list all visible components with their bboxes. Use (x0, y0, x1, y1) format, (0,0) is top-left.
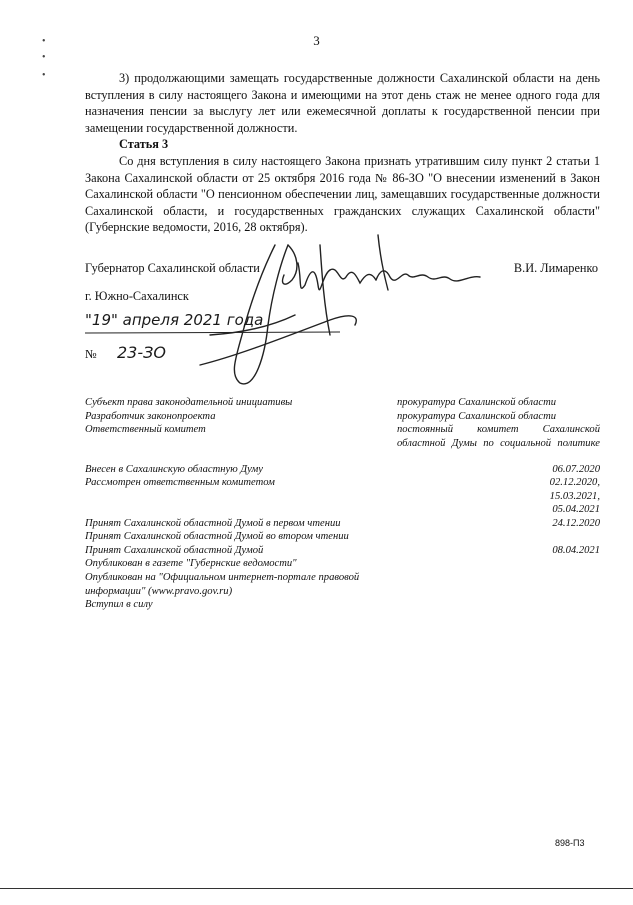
governor-name: В.И. Лимаренко (513, 261, 598, 275)
meta-value-first-reading: 24.12.2020 (552, 518, 600, 529)
governor-title: Губернатор Сахалинской области (85, 261, 260, 275)
meta-label-second-reading: Принят Сахалинской областной Думой во втором чтении (85, 531, 349, 542)
meta-value-reviewed-2: 15.03.2021, (549, 491, 600, 502)
meta-label-published-portal: Опубликован на "Официальном интернет-портале правовой информации" (www.pravo.gov.ru) (85, 572, 360, 597)
meta-label-committee: Ответственный комитет (85, 424, 206, 435)
meta-label-initiator: Субъект права законодательной инициативы (85, 397, 293, 408)
meta-label-published-gazette: Опубликован в газете "Губернские ведомости" (85, 558, 297, 569)
meta-label-adopted: Принят Сахалинской областной Думой (85, 545, 264, 556)
handwritten-date: "19" апреля 2021 года (85, 311, 264, 329)
meta-label-reviewed: Рассмотрен ответственным комитетом (85, 477, 275, 488)
meta-value-initiator: прокуратура Сахалинской области (397, 397, 557, 408)
meta-value-committee: постоянный комитет Сахалинской областной Думы по социальной политике (397, 424, 600, 449)
article-3-heading: Статья 3 (119, 137, 169, 151)
meta-value-developer: прокуратура Сахалинской области (397, 411, 557, 422)
item-3-text: 3) продолжающими замещать государственные должности Сахалинской области на день вступления в силу настоящего Закона и имеющими на этот день стаж не менее одного года для назначения пенсии за выслугу лет или ежемесячной доплаты к государственной пенсии при замещении государственной должности. (85, 71, 600, 135)
meta-value-reviewed-3: 05.04.2021 (552, 504, 600, 515)
number-label: № (85, 347, 97, 361)
item-3-paragraph (85, 70, 600, 136)
meta-label-in-force: Вступил в силу (85, 599, 153, 610)
scan-mark: • (42, 70, 46, 81)
meta-value-adopted: 08.04.2021 (552, 545, 600, 556)
meta-label-first-reading: Принят Сахалинской областной Думой в первом чтении (85, 518, 341, 529)
scan-mark: • (42, 52, 46, 63)
bottom-rule (0, 888, 633, 889)
document-code: 898-П3 (555, 838, 585, 848)
date-underline (85, 330, 345, 336)
meta-label-submitted: Внесен в Сахалинскую областную Думу (85, 464, 263, 475)
meta-value-reviewed-1: 02.12.2020, (549, 477, 600, 488)
governor-signature (180, 215, 500, 390)
handwritten-number: 23-ЗО (117, 343, 166, 362)
meta-label-developer: Разработчик законопроекта (85, 411, 216, 422)
scan-mark: • (42, 36, 46, 47)
city-line: г. Южно-Сахалинск (85, 289, 189, 303)
meta-value-submitted: 06.07.2020 (552, 464, 600, 475)
article-3-text: Со дня вступления в силу настоящего Закона признать утратившим силу пункт 2 статьи 1 Закона Сахалинской области от 25 октября 2016 года № 86-ЗО "О внесении изменений в Закон Сахалинской области "О пенсионном обеспечении лиц, замещавших государственные должности Сахалинской области, и государственных гражданских служащих Сахалинской области" (Губернские ведомости, 2016, 28 октября). (85, 154, 600, 235)
page-number: 3 (313, 33, 320, 48)
